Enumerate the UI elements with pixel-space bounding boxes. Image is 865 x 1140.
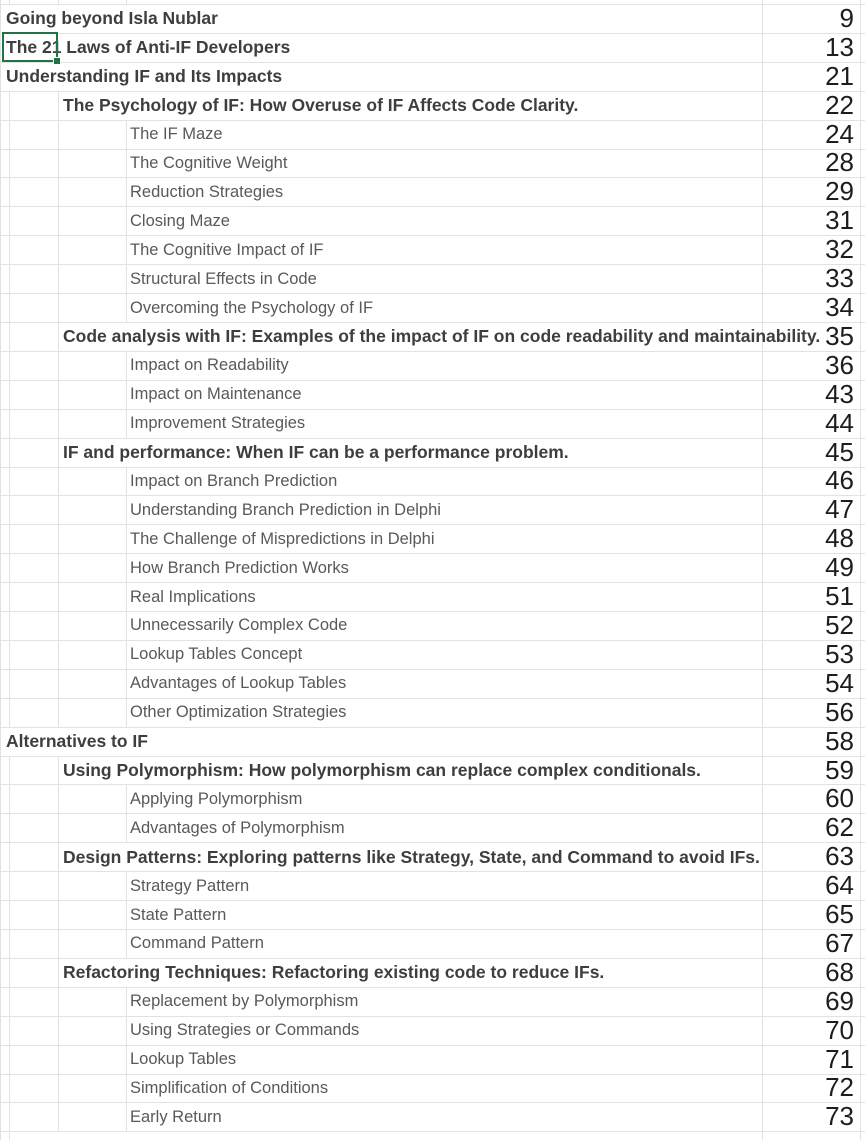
toc-entry-page: 68 — [825, 957, 854, 988]
toc-entry-title: The Psychology of IF: How Overuse of IF Affects Code Clarity. — [63, 95, 579, 116]
gridline-stub — [9, 439, 10, 467]
gridline-stub — [9, 265, 10, 293]
gridline-stub — [126, 988, 127, 1016]
gridline-stub — [9, 583, 10, 611]
toc-entry-page: 13 — [825, 32, 854, 63]
toc-entry-page: 63 — [825, 841, 854, 872]
gridline-stub — [58, 525, 59, 553]
toc-row[interactable] — [0, 814, 865, 843]
toc-entry-title: Alternatives to IF — [6, 731, 148, 752]
gridline-stub — [9, 525, 10, 553]
toc-entry-title: Structural Effects in Code — [130, 269, 317, 288]
toc-entry-page: 22 — [825, 89, 854, 120]
toc-entry-title: Lookup Tables — [130, 1050, 237, 1069]
gridline-stub — [126, 901, 127, 929]
gridline-stub — [58, 1075, 59, 1103]
toc-row[interactable] — [0, 1043, 865, 1075]
toc-row[interactable] — [0, 525, 865, 554]
toc-entry-title: Design Patterns: Exploring patterns like Strategy, State, and Command to avoid IFs. — [63, 846, 760, 867]
toc-entry-title: Impact on Maintenance — [130, 385, 302, 404]
toc-row[interactable] — [0, 436, 865, 468]
toc-entry-page: 52 — [825, 610, 854, 641]
toc-entry-title: Advantages of Lookup Tables — [130, 674, 347, 693]
gridline-stub — [58, 1017, 59, 1045]
toc-row[interactable] — [0, 641, 865, 670]
gridline-stub — [9, 959, 10, 987]
toc-entry-title: Understanding IF and Its Impacts — [6, 66, 283, 87]
gridline-stub — [9, 843, 10, 871]
gridline-stub — [58, 92, 59, 120]
gridline-stub — [9, 872, 10, 900]
gridline-stub — [126, 1075, 127, 1103]
gridline-stub — [58, 381, 59, 409]
toc-entry-page: 70 — [825, 1014, 854, 1045]
toc-entry-title: Impact on Branch Prediction — [130, 471, 338, 490]
toc-entry-title: The IF Maze — [130, 125, 223, 144]
toc-entry-page: 29 — [825, 176, 854, 207]
toc-entry-title: Advantages of Polymorphism — [130, 818, 345, 837]
toc-row[interactable] — [0, 583, 865, 612]
gridline-stub — [58, 583, 59, 611]
gridline-stub — [9, 612, 10, 640]
gridline-stub — [58, 1046, 59, 1074]
gridline-stub — [126, 381, 127, 409]
gridline-stub — [58, 872, 59, 900]
toc-row[interactable] — [0, 407, 865, 439]
toc-entry-title: Real Implications — [130, 587, 256, 606]
toc-row[interactable] — [0, 1103, 865, 1132]
toc-row[interactable] — [0, 60, 865, 92]
gridline-stub — [58, 699, 59, 727]
gridline-stub — [9, 554, 10, 582]
gridline-stub — [9, 670, 10, 698]
toc-entry-title: Code analysis with IF: Examples of the impact of IF on code readability and maintainability. — [63, 326, 821, 347]
gridline-stub — [9, 757, 10, 785]
toc-entry-title: Improvement Strategies — [130, 414, 306, 433]
gridline-stub — [58, 121, 59, 149]
toc-entry-page: 69 — [825, 985, 854, 1016]
toc-row[interactable] — [0, 294, 865, 323]
gridline-stub — [58, 901, 59, 929]
toc-entry-page: 36 — [825, 350, 854, 381]
gridline-stub — [9, 178, 10, 206]
gridline-stub — [126, 207, 127, 235]
toc-entry-page: 34 — [825, 292, 854, 323]
toc-row[interactable] — [0, 667, 865, 699]
toc-entry-title: Reduction Strategies — [130, 182, 284, 201]
gridline-stub — [58, 0, 59, 4]
toc-entry-title: Using Polymorphism: How polymorphism can replace complex conditionals. — [63, 760, 701, 781]
toc-entry-title: Understanding Branch Prediction in Delphi — [130, 500, 441, 519]
toc-row[interactable] — [0, 554, 865, 583]
gridline-stub — [9, 410, 10, 438]
toc-entry-page: 54 — [825, 667, 854, 698]
toc-entry-page: 9 — [839, 3, 854, 34]
toc-entry-title: Using Strategies or Commands — [130, 1021, 360, 1040]
toc-entry-title: Early Return — [130, 1107, 222, 1126]
toc-entry-title: Closing Maze — [130, 211, 230, 230]
toc-entry-title: The Cognitive Weight — [130, 153, 288, 172]
toc-entry-page: 44 — [825, 407, 854, 438]
toc-entry-page: 53 — [825, 639, 854, 670]
gridline-stub — [58, 988, 59, 1016]
toc-entry-title: Applying Polymorphism — [130, 789, 303, 808]
gridline-stub — [58, 265, 59, 293]
gridline-stub — [126, 612, 127, 640]
toc-entry-page: 48 — [825, 523, 854, 554]
toc-row[interactable] — [0, 930, 865, 959]
toc-row[interactable] — [0, 901, 865, 930]
gridline-stub — [9, 1046, 10, 1074]
gridline-stub — [58, 468, 59, 496]
gridline-stub — [9, 1017, 10, 1045]
gridline-stub — [126, 352, 127, 380]
toc-entry-title: Replacement by Polymorphism — [130, 992, 359, 1011]
gridline-stub — [58, 294, 59, 322]
gridline-stub — [58, 785, 59, 813]
toc-entry-page: 51 — [825, 581, 854, 612]
toc-entry-page: 43 — [825, 378, 854, 409]
gridline-stub — [58, 757, 59, 785]
toc-row[interactable] — [0, 985, 865, 1017]
gridline-stub — [58, 150, 59, 178]
toc-entry-title: State Pattern — [130, 905, 227, 924]
toc-entry-title: Impact on Readability — [130, 356, 289, 375]
gridline-stub — [9, 381, 10, 409]
gridline-stub — [9, 0, 10, 4]
toc-row[interactable] — [0, 118, 865, 150]
toc-row[interactable] — [0, 1072, 865, 1104]
toc-entry-page: 73 — [825, 1101, 854, 1132]
gridline-stub — [126, 641, 127, 669]
gridline-stub — [9, 236, 10, 264]
toc-row[interactable] — [0, 323, 865, 352]
gridline-stub — [9, 150, 10, 178]
toc-entry-title: The 21 Laws of Anti-IF Developers — [6, 37, 291, 58]
gridline-stub — [126, 0, 127, 4]
gridline-stub — [58, 930, 59, 958]
toc-entry-page: 45 — [825, 436, 854, 467]
gridline-stub — [126, 468, 127, 496]
toc-entry-title: Simplification of Conditions — [130, 1078, 329, 1097]
toc-entry-page: 67 — [825, 928, 854, 959]
gridline-stub — [126, 410, 127, 438]
gridline-stub — [58, 1103, 59, 1131]
gridline-stub — [58, 843, 59, 871]
toc-row[interactable] — [0, 959, 865, 988]
gridline-stub — [9, 901, 10, 929]
toc-row[interactable] — [0, 34, 865, 63]
gridline-stub — [58, 814, 59, 842]
toc-row[interactable] — [0, 754, 865, 786]
gridline-stub — [58, 439, 59, 467]
toc-entry-page: 58 — [825, 725, 854, 756]
toc-row[interactable] — [0, 1014, 865, 1046]
toc-entry-title: Going beyond Isla Nublar — [6, 8, 218, 29]
gridline-stub — [126, 236, 127, 264]
toc-row[interactable] — [0, 352, 865, 381]
toc-entry-page: 64 — [825, 870, 854, 901]
gridline-stub — [9, 352, 10, 380]
toc-row[interactable] — [0, 465, 865, 497]
toc-entry-page: 24 — [825, 118, 854, 149]
toc-row[interactable] — [0, 236, 865, 265]
toc-entry-title: Overcoming the Psychology of IF — [130, 298, 374, 317]
toc-entry-title: Command Pattern — [130, 934, 264, 953]
gridline-stub — [126, 265, 127, 293]
gridline-stub — [9, 930, 10, 958]
toc-row[interactable] — [0, 612, 865, 641]
toc-entry-page: 33 — [825, 263, 854, 294]
toc-row[interactable] — [0, 785, 865, 814]
toc-row[interactable] — [0, 872, 865, 901]
toc-entry-page: 49 — [825, 552, 854, 583]
gridline-stub — [9, 323, 10, 351]
gridline-stub — [9, 1103, 10, 1131]
gridline-stub — [9, 814, 10, 842]
toc-row[interactable] — [0, 496, 865, 525]
toc-entry-title: IF and performance: When IF can be a performance problem. — [63, 442, 569, 463]
gridline-stub — [58, 323, 59, 351]
toc-entry-page: 21 — [825, 60, 854, 91]
gridline-stub — [126, 121, 127, 149]
toc-row[interactable] — [0, 843, 865, 872]
gridline-stub — [9, 294, 10, 322]
toc-entry-page: 31 — [825, 205, 854, 236]
gridline-stub — [126, 1103, 127, 1131]
toc-entry-page: 47 — [825, 494, 854, 525]
toc-entry-page: 60 — [825, 783, 854, 814]
gridline-stub — [9, 92, 10, 120]
toc-entry-title: Unnecessarily Complex Code — [130, 616, 348, 635]
toc-entry-page: 28 — [825, 147, 854, 178]
gridline-stub — [58, 641, 59, 669]
gridline-stub — [58, 352, 59, 380]
toc-entry-page: 65 — [825, 899, 854, 930]
gridline-stub — [9, 641, 10, 669]
gridline-stub — [9, 1075, 10, 1103]
gridline-stub — [58, 554, 59, 582]
toc-row[interactable] — [0, 207, 865, 236]
toc-row[interactable] — [0, 178, 865, 207]
gridline-stub — [126, 785, 127, 813]
gridline-stub — [58, 496, 59, 524]
gridline-stub — [126, 554, 127, 582]
toc-entry-title: Lookup Tables Concept — [130, 645, 303, 664]
toc-entry-title: The Challenge of Mispredictions in Delphi — [130, 529, 435, 548]
gridline-stub — [126, 872, 127, 900]
toc-entry-page: 72 — [825, 1072, 854, 1103]
toc-row[interactable] — [0, 265, 865, 294]
gridline-stub — [126, 1017, 127, 1045]
gridline-stub — [9, 785, 10, 813]
gridline-stub — [9, 207, 10, 235]
gridline-stub — [58, 612, 59, 640]
gridline-stub — [58, 670, 59, 698]
gridline-stub — [9, 496, 10, 524]
gridline-stub — [126, 670, 127, 698]
toc-row[interactable] — [0, 5, 865, 34]
gridline-stub — [9, 121, 10, 149]
gridline-stub — [9, 468, 10, 496]
toc-rows-container — [0, 5, 865, 1132]
toc-entry-page: 35 — [825, 321, 854, 352]
toc-entry-page: 56 — [825, 696, 854, 727]
gridline-stub — [58, 236, 59, 264]
toc-entry-page: 32 — [825, 234, 854, 265]
gridline-stub — [58, 178, 59, 206]
gridline-stub — [126, 930, 127, 958]
toc-entry-title: Other Optimization Strategies — [130, 703, 347, 722]
toc-entry-page: 62 — [825, 812, 854, 843]
fill-handle[interactable] — [53, 57, 61, 65]
gridline-stub — [126, 699, 127, 727]
toc-entry-title: Strategy Pattern — [130, 876, 250, 895]
gridline-stub — [9, 988, 10, 1016]
gridline-stub — [126, 814, 127, 842]
gridline-stub — [126, 150, 127, 178]
toc-entry-title: How Branch Prediction Works — [130, 558, 349, 577]
toc-row[interactable] — [0, 696, 865, 728]
gridline-stub — [126, 178, 127, 206]
toc-row[interactable] — [0, 147, 865, 179]
gridline-stub — [126, 525, 127, 553]
toc-entry-page: 71 — [825, 1043, 854, 1074]
gridline-stub — [58, 959, 59, 987]
toc-entry-page: 46 — [825, 465, 854, 496]
gridline-stub — [126, 496, 127, 524]
gridline-stub — [9, 699, 10, 727]
gridline-stub — [126, 583, 127, 611]
toc-row[interactable] — [0, 89, 865, 121]
gridline-stub-bottom — [9, 1133, 10, 1140]
toc-row[interactable] — [0, 378, 865, 410]
gridline-stub — [126, 1046, 127, 1074]
gridline-stub — [126, 294, 127, 322]
toc-row[interactable] — [0, 725, 865, 757]
toc-entry-title: The Cognitive Impact of IF — [130, 240, 324, 259]
toc-entry-title: Refactoring Techniques: Refactoring existing code to reduce IFs. — [63, 962, 605, 983]
gridline-stub — [58, 207, 59, 235]
toc-entry-page: 59 — [825, 754, 854, 785]
gridline-stub — [58, 410, 59, 438]
